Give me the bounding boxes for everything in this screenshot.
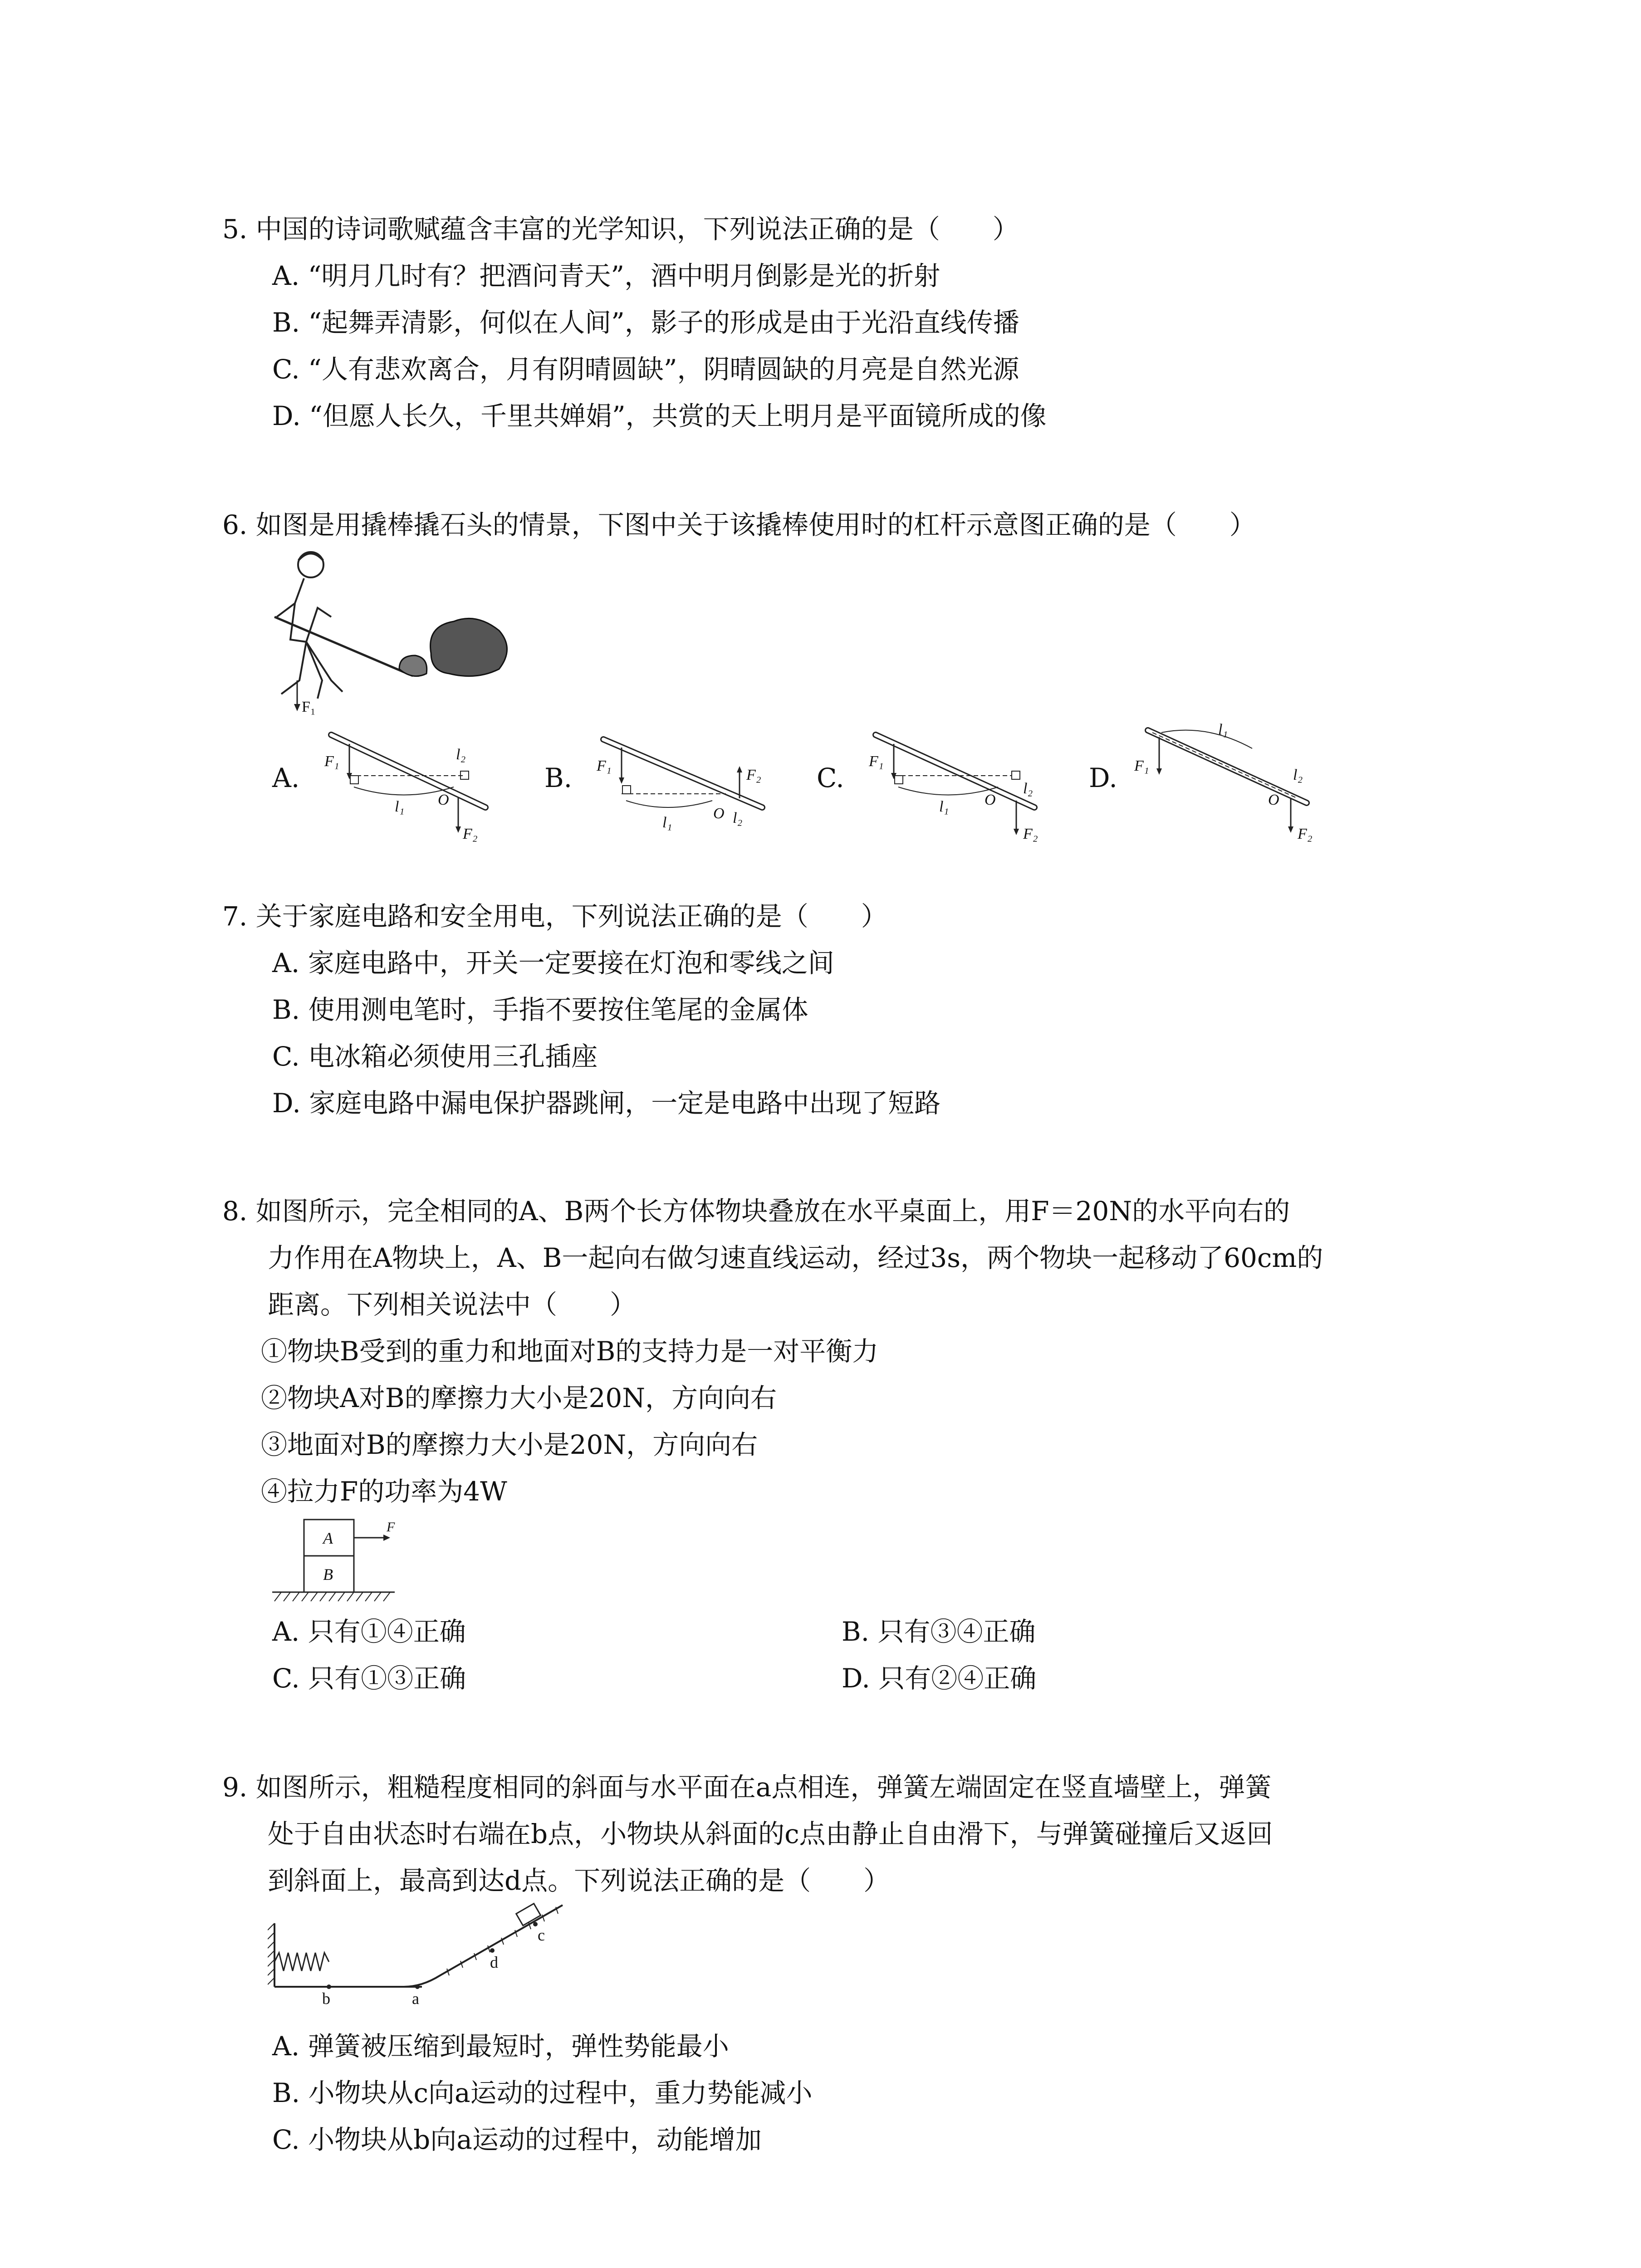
q9-stem-line-3: 到斜面上，最高到达d点。下列说法正确的是（ ） [268, 1865, 890, 1896]
lever-c-l1: l₁ [939, 798, 949, 815]
lever-a-f1: F₁ [324, 753, 339, 770]
lever-d-f2: F₂ [1298, 826, 1313, 842]
q7-option-b: B. 使用测电笔时，手指不要按住笔尾的金属体 [272, 994, 808, 1025]
q8-option-a: A. 只有①④正确 [272, 1616, 466, 1647]
q5-option-d: D. “但愿人长久，千里共婵娟”，共赏的天上明月是平面镜所成的像 [272, 401, 1047, 431]
lever-c-f2: F₂ [1023, 826, 1038, 842]
q8-option-b: B. 只有③④正确 [842, 1616, 1036, 1647]
crowbar-scene-figure [263, 544, 535, 726]
lever-b-f1: F₁ [597, 758, 612, 774]
point-d-label: d [490, 1953, 498, 1971]
lever-diagram-d [1134, 721, 1325, 848]
lever-d-l2: l₂ [1293, 767, 1303, 783]
q5-option-b: B. “起舞弄清影，何似在人间”，影子的形成是由于光沿直线传播 [272, 307, 1019, 338]
lever-a-o: O [438, 792, 449, 808]
q9-option-b: B. 小物块从c向a运动的过程中，重力势能减小 [272, 2077, 813, 2108]
q9-stem-line-1: 9. 如图所示，粗糙程度相同的斜面与水平面在a点相连，弹簧左端固定在竖直墙壁上，弹簧 [222, 1772, 1272, 1803]
q8-stem-line-1: 8. 如图所示，完全相同的A、B两个长方体物块叠放在水平桌面上，用F＝20N的水平向右的 [222, 1196, 1290, 1227]
block-b-label: B [323, 1565, 333, 1584]
block-a-label: A [323, 1529, 333, 1547]
lever-diagram-c [862, 726, 1053, 848]
q8-statement-1: ①物块B受到的重力和地面对B的支持力是一对平衡力 [261, 1336, 879, 1367]
q5-stem: 5. 中国的诗词歌赋蕴含丰富的光学知识，下列说法正确的是（ ） [222, 214, 1019, 244]
q5-option-c: C. “人有悲欢离合，月有阴晴圆缺”，阴晴圆缺的月亮是自然光源 [272, 354, 1019, 385]
lever-b-l1: l₁ [662, 814, 672, 831]
q7-option-d: D. 家庭电路中漏电保护器跳闸，一定是电路中出现了短路 [272, 1088, 941, 1119]
lever-d-l1: l₁ [1218, 721, 1228, 738]
q5-option-a: A. “明月几时有？把酒问青天”，酒中明月倒影是光的折射 [272, 260, 941, 291]
lever-c-f1: F₁ [869, 753, 884, 770]
q8-stem-line-2: 力作用在A物块上，A、B一起向右做匀速直线运动，经过3s，两个物块一起移动了60cm的 [268, 1242, 1323, 1273]
q6-stem: 6. 如图是用撬棒撬石头的情景，下图中关于该撬棒使用时的杠杆示意图正确的是（ ） [222, 509, 1256, 540]
lever-diagram-a [318, 726, 508, 848]
q7-option-a: A. 家庭电路中，开关一定要接在灯泡和零线之间 [272, 948, 834, 978]
lever-diagram-b [590, 726, 780, 848]
stacked-blocks-figure [268, 1510, 404, 1610]
force-f-label: F [387, 1520, 395, 1535]
lever-b-l2: l₂ [733, 810, 743, 826]
lever-c-o: O [985, 792, 996, 808]
lever-c-l2: l₂ [1023, 780, 1033, 797]
q9-option-a: A. 弹簧被压缩到最短时，弹性势能最小 [272, 2031, 729, 2062]
q8-option-d: D. 只有②④正确 [842, 1663, 1037, 1694]
q9-stem-line-2: 处于自由状态时右端在b点，小物块从斜面的c点由静止自由滑下，与弹簧碰撞后又返回 [268, 1818, 1273, 1849]
point-a-label: a [412, 1989, 419, 2008]
q6-option-d: D. [1089, 763, 1117, 793]
point-b-label: b [322, 1989, 330, 2008]
lever-b-f2: F₂ [746, 767, 761, 783]
q8-statement-2: ②物块A对B的摩擦力大小是20N，方向向右 [261, 1383, 777, 1413]
q8-statement-4: ④拉力F的功率为4W [261, 1476, 507, 1507]
lever-a-l1: l₁ [395, 798, 405, 815]
q6-option-c: C. [817, 763, 844, 793]
lever-a-f2: F₂ [463, 826, 478, 842]
point-c-label: c [538, 1926, 545, 1944]
q6-option-b: B. [544, 763, 573, 793]
q9-option-c: C. 小物块从b向a运动的过程中，动能增加 [272, 2124, 762, 2155]
lever-d-o: O [1268, 792, 1279, 808]
q8-option-c: C. 只有①③正确 [272, 1663, 466, 1694]
lever-b-o: O [713, 805, 725, 822]
q8-statement-3: ③地面对B的摩擦力大小是20N，方向向右 [261, 1429, 758, 1460]
f1-label: F₁ [302, 699, 316, 715]
lever-d-f1: F₁ [1134, 758, 1149, 774]
q8-stem-line-3: 距离。下列相关说法中（ ） [268, 1289, 637, 1320]
lever-a-l2: l₂ [456, 746, 466, 763]
q7-stem: 7. 关于家庭电路和安全用电，下列说法正确的是（ ） [222, 901, 887, 932]
q6-option-a: A. [272, 763, 300, 793]
spring-slope-figure [268, 1896, 585, 2014]
q7-option-c: C. 电冰箱必须使用三孔插座 [272, 1041, 598, 1072]
